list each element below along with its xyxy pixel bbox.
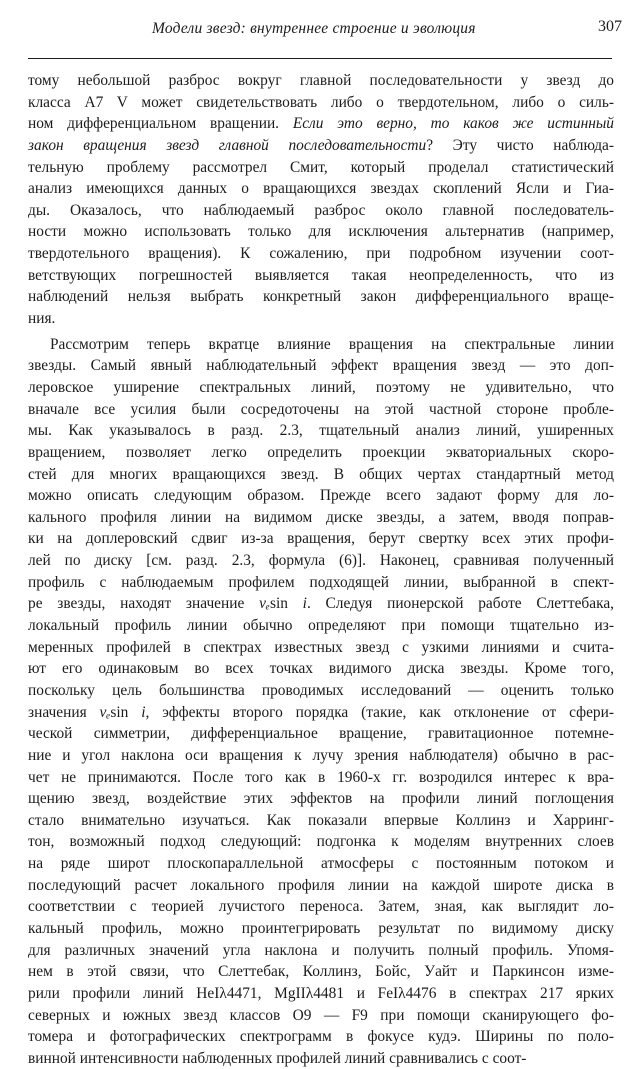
paragraph <box>28 70 614 330</box>
text-segment: наблюдений нельзя выбрать конкретный закон дифференциального враще- <box>28 288 614 306</box>
text-segment: кальный профиль, можно проинтегрировать результат по видимому диску <box>28 919 614 937</box>
text-line <box>28 399 614 421</box>
text-line <box>28 528 614 550</box>
text-line <box>28 702 614 724</box>
text-segment: на ряде широт плоскопараллельной атмосферы с постоянным потоком и <box>28 855 614 873</box>
text-segment: ки на доплеровский сдвиг из-за вращения, берут свертку всех этих профи- <box>28 530 614 548</box>
text-segment: sin <box>269 595 303 613</box>
text-segment: лей по диску [см. разд. 2.3, формула (6)]. Наконец, сравнивая полученный <box>28 552 614 570</box>
text-segment: северных и южных звезд классов O9 — F9 при помощи сканирующего фо- <box>28 1006 614 1024</box>
text-segment: тому небольшой разброс вокруг главной последовательности у звезд до <box>28 72 614 89</box>
text-segment: ре звезды, находят значение <box>28 595 260 613</box>
text-line <box>28 221 614 243</box>
text-line <box>28 507 614 529</box>
text-segment: стей для многих вращающихся звезд. В общих чертах стандартный метод <box>28 465 614 483</box>
text-line <box>28 200 614 222</box>
text-line <box>28 135 614 157</box>
text-segment: ческой симметрии, дифференциальное вращение, гравитационное потемне- <box>28 725 614 743</box>
text-segment: последующий расчет локального профиля линии на каждой широте диска в <box>28 876 614 894</box>
text-line <box>28 723 614 745</box>
text-segment: i <box>302 595 307 613</box>
text-segment: винной интенсивности наблюденных профилей линий сравнивались с соот- <box>28 1049 527 1067</box>
text-segment: поскольку цель большинства проводимых исследований — оценить только <box>28 681 614 699</box>
text-segment: ном дифференциальном вращении. <box>28 115 293 133</box>
text-segment: ние и угол наклона оси вращения к лучу зрения наблюдателя) обычно в рас- <box>28 746 614 764</box>
text-line <box>28 286 614 308</box>
text-segment: леровское уширение спектральных линий, поэтому не удивительно, что <box>28 378 614 396</box>
text-segment: ния. <box>28 310 56 328</box>
text-line <box>28 265 614 287</box>
text-segment: i <box>141 703 146 721</box>
text-line <box>28 243 614 265</box>
text-line <box>28 875 614 897</box>
text-line <box>28 593 614 615</box>
text-line <box>28 420 614 442</box>
text-segment: локальный профиль линии обычно определяют при помощи тщательно из- <box>28 617 614 635</box>
text-line <box>28 92 614 114</box>
text-segment: щению звезд, воздействие этих эффектов на профили линий поглощения <box>28 790 614 808</box>
text-segment: томера и фотографических спектрограмм в фокусе кудэ. Ширины по поло- <box>28 1028 614 1046</box>
text-line <box>28 308 614 330</box>
text-segment: тон, возможный подход следующий: подгонка к моделям внутренних слоев <box>28 833 614 851</box>
text-segment: ности можно использовать только для исключения альтернатив (например, <box>28 223 614 241</box>
text-line <box>28 464 614 486</box>
text-segment: нем в этой связи, что Слеттебак, Коллинз, Бойс, Уайт и Паркинсон изме- <box>28 963 614 981</box>
text-line <box>28 615 614 637</box>
text-segment: ? Эту чисто наблюда- <box>426 136 614 154</box>
text-segment: твердотельного вращения). К сожалению, при подробном изучении соот- <box>28 245 614 263</box>
text-segment: звезды. Самый явный наблюдательный эффект вращения звезд — это доп- <box>28 357 614 375</box>
text-line <box>28 788 614 810</box>
text-line <box>28 745 614 767</box>
text-segment: vₑ <box>259 595 270 613</box>
text-line <box>28 1048 614 1069</box>
text-line <box>28 831 614 853</box>
text-line <box>28 767 614 789</box>
text-segment: , эффекты второго порядка (такие, как отклонение от сфери- <box>145 703 614 721</box>
text-line <box>28 918 614 940</box>
body-text <box>28 70 614 1069</box>
text-line <box>28 113 614 135</box>
text-segment: соответствии с теорией лучистого переноса. Затем, зная, как выглядит ло- <box>28 898 614 916</box>
running-title: Модели звезд: внутреннее строение и эволюция <box>152 20 476 37</box>
text-segment: рили профили линий HeIλ4471, MgIIλ4481 и FeIλ4476 в спектрах 217 ярких <box>28 984 614 1002</box>
page-number: 307 <box>598 18 622 35</box>
text-line <box>28 658 614 680</box>
text-segment: sin <box>110 703 142 721</box>
text-segment: vₑ <box>99 703 111 721</box>
text-segment: вращением, позволяет легко определить проекции экваториальных скоро- <box>28 443 614 461</box>
text-segment: закон вращения звезд главной последовательности <box>28 136 427 154</box>
text-segment: класса A7 V может свидетельствовать либо о твердотельном, либо о силь- <box>28 93 614 111</box>
text-line <box>28 853 614 875</box>
text-line <box>28 70 614 92</box>
text-segment: ды. Оказалось, что наблюдаемый разброс около главной последователь- <box>28 201 614 219</box>
text-line <box>28 983 614 1005</box>
text-segment: вначале все усилия были сосредоточены на этой частной стороне пробле- <box>28 400 614 418</box>
header-rule <box>28 58 612 59</box>
paragraph <box>28 330 614 1069</box>
text-line <box>28 680 614 702</box>
text-segment: значения <box>28 703 100 721</box>
text-line <box>28 377 614 399</box>
text-line <box>28 1005 614 1027</box>
text-line <box>28 355 614 377</box>
text-segment: можно описать следующим образом. Прежде всего задают форму для ло- <box>28 487 614 505</box>
text-segment: кального профиля линии на видимом диске звезды, а затем, вводя поправ- <box>28 508 614 526</box>
text-segment: тельную проблему рассмотрел Смит, который проделал статистический <box>28 158 614 176</box>
text-segment: Рассмотрим теперь вкратце влияние вращения на спектральные линии <box>50 335 614 353</box>
text-segment: ветствующих погрешностей выявляется такая неопределенность, что из <box>28 266 614 284</box>
text-segment: профиль с наблюдаемым профилем подходящей линии, выбранной в спект- <box>28 573 614 591</box>
text-line <box>28 940 614 962</box>
text-segment: чет не принимаются. После того как в 1960-х гг. возродился интерес к вра- <box>28 768 614 786</box>
text-line <box>28 896 614 918</box>
text-line <box>28 1026 614 1048</box>
text-segment: Если это верно, то каков же истинный <box>292 115 614 133</box>
text-segment: ют его одинаковым во всех точках видимого диска звезды. Кроме того, <box>28 660 614 678</box>
text-segment: меренных профилей в спектрах известных звезд с узкими линиями и счита- <box>28 638 614 656</box>
text-line <box>28 178 614 200</box>
text-segment: мы. Как указывалось в разд. 2.3, тщательный анализ линий, уширенных <box>28 422 614 440</box>
text-line <box>28 961 614 983</box>
text-segment: стало внимательно изучаться. Как показали впервые Коллинз и Харринг- <box>28 811 614 829</box>
running-head <box>0 0 643 62</box>
text-segment: анализ имеющихся данных о вращающихся звездах скоплений Ясли и Гиа- <box>28 180 614 198</box>
text-segment: . Следуя пионерской работе Слеттебака, <box>306 595 615 613</box>
text-line <box>28 810 614 832</box>
text-line <box>28 334 614 356</box>
text-line <box>28 157 614 179</box>
text-segment: для различных значений угла наклона и получить полный профиль. Упомя- <box>28 941 614 959</box>
text-line <box>28 442 614 464</box>
text-line <box>28 485 614 507</box>
text-line <box>28 550 614 572</box>
text-line <box>28 637 614 659</box>
text-line <box>28 572 614 594</box>
